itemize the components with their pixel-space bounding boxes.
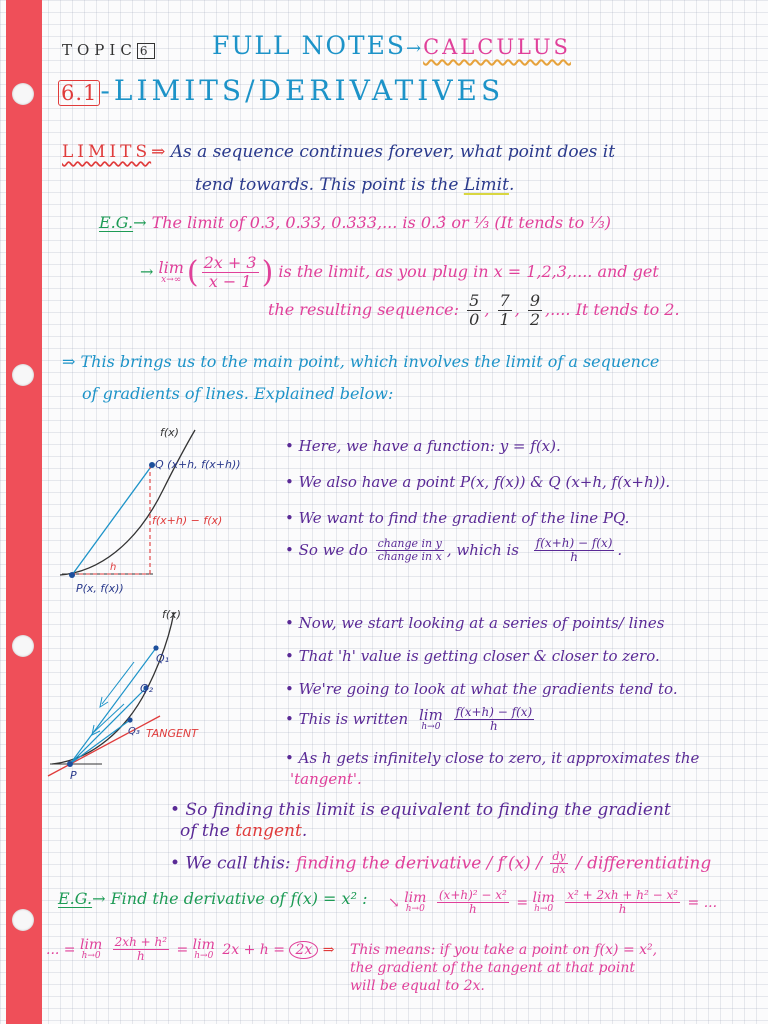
main-point-line-1: ⇒ This brings us to the main point, which involves the limit of a sequence [62, 352, 660, 371]
secant-pq1 [70, 648, 156, 764]
differentiating: / differentiating [570, 853, 712, 874]
change-in-x: change in x [377, 550, 442, 564]
lim-denominator: h [490, 719, 498, 734]
eg1-label: E.G. [99, 213, 134, 232]
graph2-p-label: P [70, 769, 77, 782]
final-lim-sub-2: h→0 [194, 951, 214, 962]
point-q3 [127, 717, 132, 722]
bullet-1-4 [285, 537, 622, 565]
change-fraction [376, 538, 444, 564]
graph2-q3-label: Q₃ [128, 726, 140, 737]
bullet-1-4-end: . [617, 540, 623, 559]
graph2-q1-label: Q₁ [156, 652, 170, 665]
eg3-lim-sub-2: h→0 [534, 904, 554, 915]
limits-definition [62, 143, 615, 162]
bullet-2-4-text: • This is written [285, 709, 409, 728]
eg3-arrow-2: ↘ [388, 894, 400, 911]
graph1-q-label: Q (x+h, f(x+h)) [155, 458, 241, 471]
eg3-f1-num: (x+h)² − x² [438, 888, 507, 902]
conclusion-line-3 [170, 851, 711, 877]
conclusion-line-2 [180, 822, 307, 841]
graph1-fx-label: f(x) [160, 426, 179, 439]
point-q1 [153, 645, 158, 650]
page-title [212, 32, 571, 60]
example-2-line-2: the resulting sequence: $\frac{5}{0}$ , $\frac{7}{1}$ , $\frac{9}{2}$ ,.... It tends to 2. [268, 291, 680, 329]
red-margin [6, 0, 42, 1024]
dq-numerator: f(x+h) − f(x) [535, 536, 613, 550]
conclusion-tangent: tangent [235, 821, 302, 841]
lim-fraction [454, 706, 535, 734]
graph1-p-label: P(x, f(x)) [76, 582, 124, 595]
meaning-line-1: This means: if you take a point on f(x) = x², [350, 942, 658, 958]
eg3-lim-2 [533, 891, 555, 914]
topic-label [62, 42, 155, 59]
dy: dy [552, 850, 566, 863]
punch-hole [12, 635, 34, 657]
seq-fraction-1 [467, 292, 481, 329]
limits-line-1: As a sequence continues forever, what point does it [170, 142, 616, 162]
tangent-line [48, 716, 160, 776]
meaning-line-2: the gradient of the tangent at that point [350, 960, 635, 976]
lim-word: lim [419, 705, 443, 724]
lim-h-to-0 [419, 705, 443, 732]
bullet-1-4-which: , which is [446, 540, 520, 559]
seq-3-num: 9 [529, 291, 541, 310]
point-p [67, 761, 73, 767]
bullet-2-5-tangent: 'tangent'. [290, 770, 362, 788]
final-answer: 2x [289, 941, 318, 959]
eg3-lim-1 [404, 891, 426, 914]
point-p [69, 572, 75, 578]
meaning-line-3: will be equal to 2x. [350, 978, 485, 994]
eg1-arrow: → [133, 213, 147, 232]
limits-arrow: ⇒ [151, 142, 166, 162]
final-lim-word-1: lim [79, 937, 103, 954]
final-arrow: ⇒ [322, 941, 335, 958]
final-f-num: 2xh + h² [114, 935, 168, 949]
topic-word: TOPIC [62, 41, 137, 59]
graph2-fx-label: f(x) [162, 608, 181, 621]
title-full-notes: FULL NOTES [212, 31, 406, 60]
eg3-text: Find the derivative of f(x) = x² : [110, 889, 368, 908]
secant-graph [48, 420, 280, 600]
eg2-frac-den: x − 1 [208, 271, 252, 291]
eg2-lim [158, 257, 184, 285]
eg2-fraction [202, 254, 259, 291]
conclusion-of-the: of the [180, 821, 236, 841]
final-expression: 2x + h = [222, 941, 285, 958]
eg3-lim-sub-1: h→0 [405, 904, 425, 915]
bullet-2-3: • We're going to look at what the gradients tend to. [285, 680, 678, 698]
bullet-1-3: • We want to find the gradient of the line PQ. [285, 509, 630, 527]
dy-dx [550, 851, 567, 877]
difference-quotient [534, 537, 615, 565]
seq-1-num: 5 [469, 291, 480, 310]
final-f-den: h [136, 949, 145, 964]
section-heading [58, 76, 504, 107]
limits-line-2-end: . [508, 175, 515, 195]
conclusion-line-1: • So finding this limit is equivalent to finding the gradient [170, 800, 671, 820]
eg3-tail: = ... [687, 894, 718, 911]
eg2-frac-num: 2x + 3 [203, 253, 257, 272]
tangent-graph [42, 604, 282, 786]
final-working [46, 936, 334, 964]
bullet-2-1: • Now, we start looking at a series of points/ lines [285, 614, 665, 632]
eg3-f1-den: h [469, 902, 477, 917]
eg3-equals: = [516, 894, 529, 911]
seq-fraction-3 [528, 292, 542, 329]
example-2-line-1 [140, 254, 659, 291]
limits-line-2 [195, 176, 514, 195]
eg2-paren-right: ) [261, 254, 274, 290]
final-lim-sub-1: h→0 [81, 951, 101, 962]
section-title: -LIMITS/DERIVATIVES [100, 74, 505, 107]
eg2-paren-left: ( [186, 254, 199, 290]
bullet-1-1: • Here, we have a function: y = f(x). [285, 437, 561, 455]
final-lim-word-2: lim [192, 937, 215, 954]
example-1 [99, 214, 611, 232]
section-number: 6.1 [58, 80, 100, 106]
conclusion-period: . [301, 821, 308, 841]
arrow-shaft-1 [102, 662, 134, 704]
secant-line-pq [72, 464, 153, 575]
eg2-arrow: → [140, 261, 154, 281]
seq-3-den: 2 [529, 309, 541, 329]
final-lim-1 [80, 938, 102, 961]
eg3-label: E.G. [58, 889, 93, 908]
change-in-y: change in y [377, 537, 442, 551]
example-3 [58, 890, 367, 908]
eg3-lim-word-2: lim [532, 890, 555, 907]
seq-2-num: 7 [499, 291, 510, 310]
seq-fraction-2 [498, 292, 512, 329]
lim-numerator: f(x+h) − f(x) [455, 705, 533, 719]
eg3-working [388, 889, 717, 917]
dx: dx [552, 863, 566, 877]
punch-hole [12, 83, 34, 105]
eg2-lim-sub: x→∞ [161, 274, 182, 285]
limits-word-limit: Limit [463, 175, 509, 195]
we-call-this: • We call this: [170, 853, 296, 874]
bullet-2-5: • As h gets infinitely close to zero, it approximates the [285, 749, 700, 767]
title-calculus: CALCULUS [423, 35, 571, 59]
bullet-1-4-text: • So we do [285, 540, 368, 559]
graph1-diff-label: f(x+h) − f(x) [152, 514, 223, 527]
eg3-f2-num: x² + 2xh + h² − x² [567, 888, 679, 902]
final-equals: = [176, 941, 189, 958]
dq-denominator: h [570, 550, 578, 565]
eg1-text: The limit of 0.3, 0.33, 0.333,... is 0.3̇ or ⅓ (It tends to ⅓) [151, 213, 612, 232]
lim-sub: h→0 [421, 721, 441, 732]
final-lim-2 [193, 938, 215, 961]
main-point-line-2: of gradients of lines. Explained below: [82, 384, 394, 403]
final-lead: ... = [46, 941, 76, 958]
curve-fx [60, 430, 195, 575]
eg2-text-1: is the limit, as you plug in x = 1,2,3,.... and get [278, 261, 659, 281]
eg3-fraction-1 [437, 889, 509, 917]
bullet-2-4 [285, 706, 537, 734]
seq-tail: ,.... It tends to 2. [545, 299, 680, 319]
limits-line-2-text: tend towards. This point is the [195, 175, 464, 195]
eg3-lim-word-1: lim [404, 890, 427, 907]
eg3-f2-den: h [618, 902, 627, 917]
eg3-arrow: → [92, 889, 106, 908]
bullet-1-2: • We also have a point P(x, f(x)) & Q (x+h, f(x+h)). [285, 473, 671, 491]
bullet-2-2: • That 'h' value is getting closer & closer to zero. [285, 647, 660, 665]
punch-hole [12, 364, 34, 386]
topic-number: 6 [137, 43, 156, 59]
eg2-lim-word: lim [158, 257, 184, 277]
graph1-h-label: h [110, 562, 117, 573]
graph2-tangent-label: TANGENT [146, 727, 198, 740]
derivative-names: finding the derivative / f′(x) / [296, 853, 548, 874]
eg2-text-2: the resulting sequence: [268, 299, 460, 319]
limits-label: LIMITS [62, 142, 152, 162]
punch-hole [12, 909, 34, 931]
title-arrow: → [406, 38, 424, 59]
eg3-fraction-2 [565, 889, 680, 917]
seq-2-den: 1 [499, 309, 510, 329]
graph2-q2-label: Q₂ [140, 682, 154, 695]
final-fraction [113, 936, 169, 964]
seq-1-den: 0 [469, 309, 480, 329]
